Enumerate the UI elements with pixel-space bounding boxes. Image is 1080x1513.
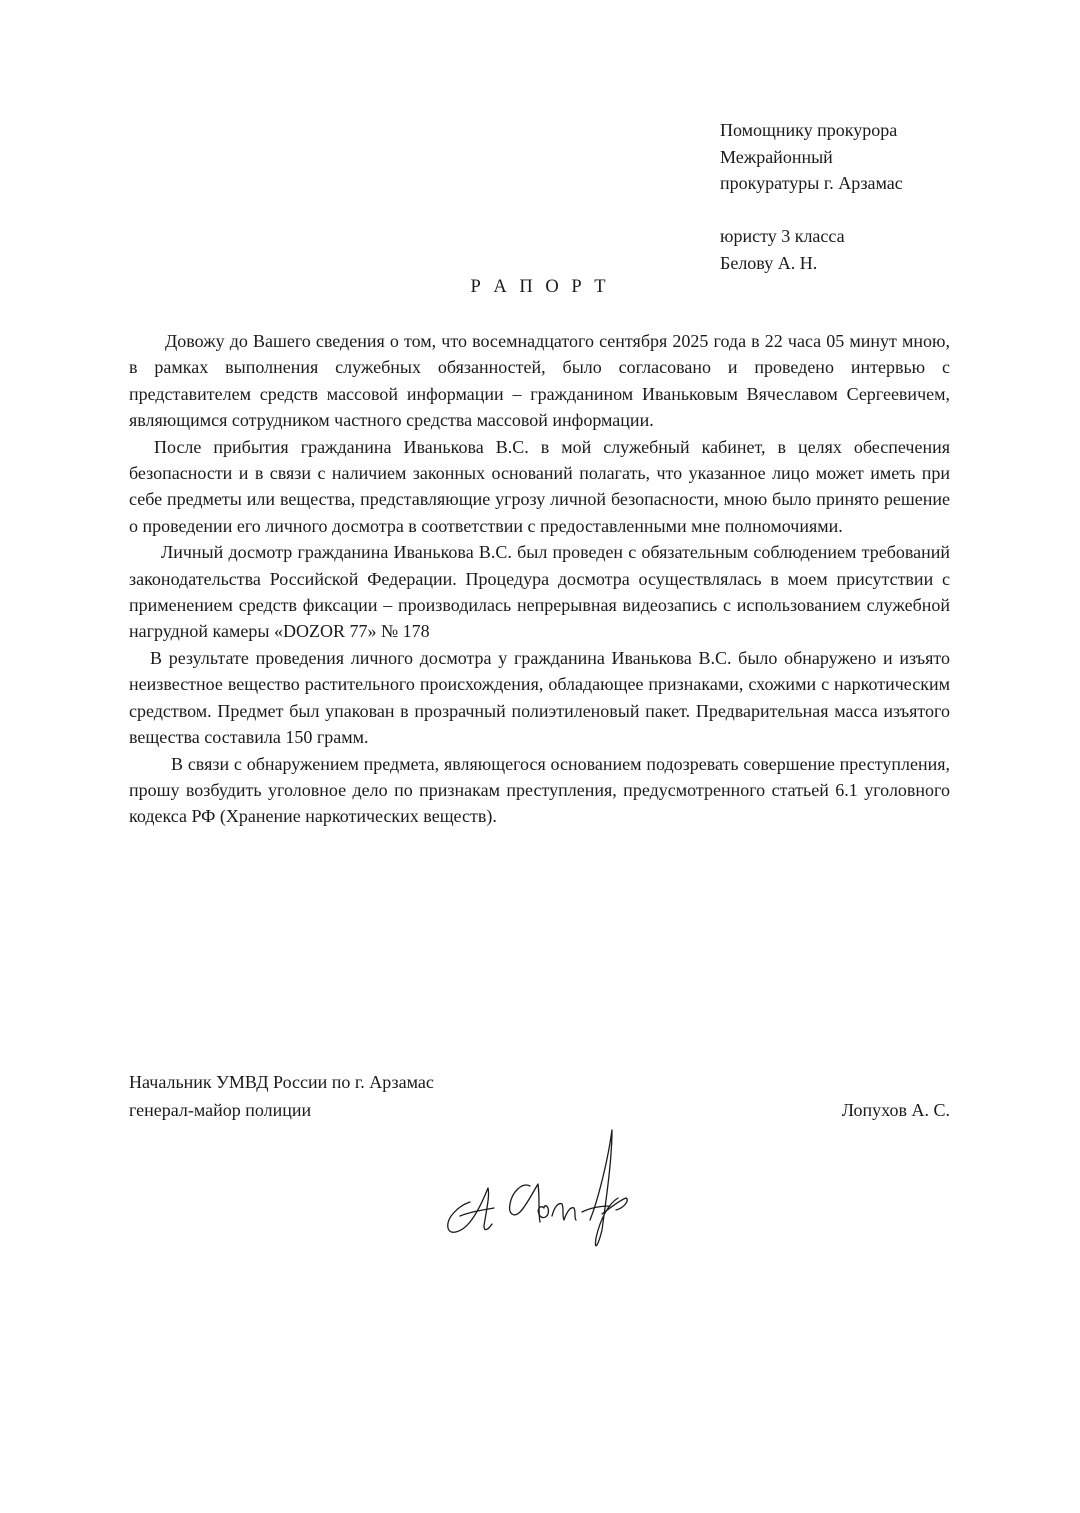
document-title: Р А П О Р Т: [470, 277, 610, 297]
signatory-rank: генерал-майор полиции: [129, 1100, 312, 1120]
paragraph: После прибытия гражданина Иванькова В.С. в мой служебный кабинет, в целях обеспечения безопасности и в связи с наличием законных оснований полагать, что указанное лицо может иметь при себе предметы или вещества, представляющие угрозу личной безопасности, мною было принято решение о проведении его личного досмотра в соответствии с предоставленными мне полномочиями.: [129, 436, 950, 536]
paragraph: В связи с обнаружением предмета, являющегося основанием подозревать совершение преступления, прошу возбудить уголовное дело по признакам преступления, предусмотренного статьей 6.1 уголовного кодекса РФ (Хранение наркотических веществ).: [129, 753, 950, 827]
signatory-block: [129, 1068, 950, 1124]
addressee-line: прокуратуры г. Арзамас: [720, 173, 903, 193]
addressee-line: Белову А. Н.: [720, 252, 818, 273]
paragraph: Личный досмотр гражданина Иванькова В.С. был проведен с обязательным соблюдением требований законодательства Российской Федерации. Процедура досмотра осуществлялась в моем присутствии с применением средств фиксации – производилась непрерывная видеозапись с использованием служебной нагрудной камеры «DOZOR 77» № 178: [129, 542, 950, 642]
addressee-line: Помощнику прокурора: [720, 120, 898, 140]
signatory-position: Начальник УМВД России по г. Арзамас: [129, 1072, 434, 1092]
paragraph: В результате проведения личного досмотра у гражданина Иванькова В.С. было обнаружено и изъято неизвестное вещество растительного происхождения, обладающее признаками, схожими с наркотическим средством. Предмет был упакован в прозрачный полиэтиленовый пакет. Предварительная масса изъятого вещества составила 150 грамм.: [129, 647, 950, 748]
report-body: [129, 328, 950, 830]
addressee-line: Межрайонный: [720, 146, 833, 167]
spacer: [720, 197, 1050, 224]
addressee-block: [720, 117, 1050, 276]
paragraph: Довожу до Вашего сведения о том, что восемнадцатого сентября 2025 года в 22 часа 05 минут мною, в рамках выполнения служебных обязанностей, было согласовано и проведено интервью с представителем средств массовой информации – гражданином Иваньковым Вячеславом Сергеевичем, являющимся сотрудником частного средства массовой информации.: [129, 331, 950, 431]
addressee-line: юристу 3 класса: [720, 226, 845, 246]
signatory-name: Лопухов А. С.: [841, 1100, 950, 1120]
signatory-row: [129, 1068, 950, 1096]
signature-icon: [440, 1120, 640, 1255]
